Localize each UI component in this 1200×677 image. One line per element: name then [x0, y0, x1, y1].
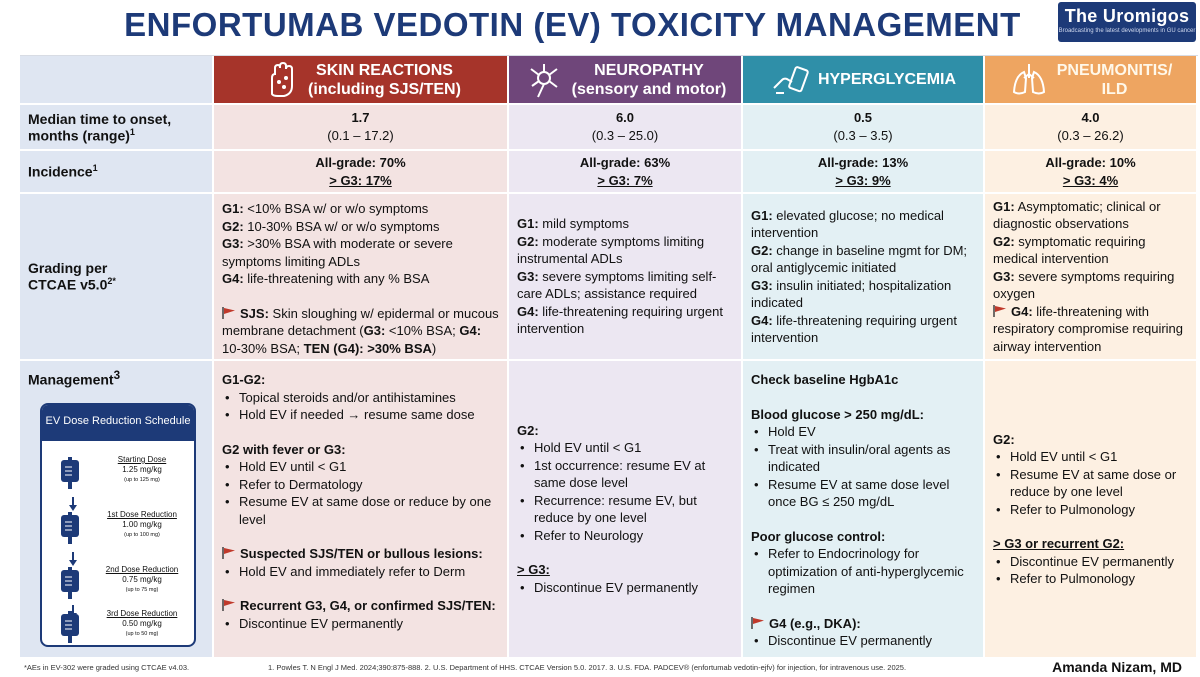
- dose-schedule-title: EV Dose Reduction Schedule: [42, 405, 194, 441]
- list-item: • Refer to Pulmonology: [993, 501, 1190, 519]
- incidence-skin: All-grade: 70% > G3: 17%: [214, 151, 509, 194]
- bullet-list: [222, 458, 501, 528]
- lungs-icon: [1009, 60, 1049, 100]
- red-flag-icon: [222, 307, 236, 319]
- list-item: • Refer to Pulmonology: [993, 570, 1190, 588]
- down-arrow-icon: [68, 497, 78, 511]
- list-item: • Discontinue EV permanently: [751, 632, 977, 650]
- list-item: • Resume EV at same dose or reduce by one level: [993, 466, 1190, 501]
- incidence-label: Incidence$^1$: [20, 151, 214, 194]
- skin-reaction-icon: [260, 60, 300, 100]
- iv-bag-icon: [58, 611, 82, 643]
- onset-label: Median time to onset, months (range)$^1$: [20, 105, 214, 151]
- footnote-ctcae: *AEs in EV-302 were graded using CTCAE v4.03.: [24, 663, 190, 672]
- bullet-list: [222, 389, 501, 424]
- bullet-list: [993, 448, 1190, 518]
- list-item: • Hold EV until < G1: [993, 448, 1190, 466]
- onset-neuro: 6.0 (0.3 – 25.0): [509, 105, 743, 151]
- list-item: • Refer to Endocrinology for optimization of anti-hyperglycemic regimen: [751, 545, 977, 598]
- list-item: • Hold EV: [751, 423, 977, 441]
- dose-step: 2nd Dose Reduction 0.75 mg/kg (up to 75 mg): [54, 565, 190, 605]
- grading-pneu: G1: Asymptomatic; clinical or diagnostic observations G2: symptomatic requiring medical intervention G3: severe symptoms requiring oxygen G4: life-threatening with respiratory compromise requiring airway intervention: [985, 194, 1198, 361]
- incidence-hyper: All-grade: 13% > G3: 9%: [743, 151, 985, 194]
- grading-row: [20, 194, 1198, 361]
- uromigos-logo: [1058, 2, 1196, 42]
- red-flag-icon: [222, 547, 236, 559]
- neuron-icon: [524, 60, 564, 100]
- header-skin-reactions: [214, 56, 509, 105]
- list-item: • Resume EV at same dose level once BG ≤ 250 mg/dL: [751, 476, 977, 511]
- list-item: • Refer to Dermatology: [222, 476, 501, 494]
- logo-text: The Uromigos: [1064, 6, 1190, 26]
- pneu-subtitle: ILD: [1101, 80, 1128, 98]
- management-hyper: Check baseline HgbA1c Blood glucose > 250 mg/dL: • Hold EV • Treat with insulin/oral agents as indicated • Resume EV at same dose level once BG ≤ 250 mg/dL Poor glucose control: • Refer to Endocrinology for optimization of anti-hyperglycemic regimen G4 (e.g., DKA): • Discontinue EV permanently: [743, 361, 985, 659]
- red-flag-icon: [993, 305, 1007, 317]
- list-item: • Discontinue EV permanently: [517, 579, 735, 597]
- incidence-row: [20, 151, 1198, 194]
- red-flag-icon: [222, 599, 236, 611]
- management-label-cell: [20, 361, 214, 659]
- dose-step: 3rd Dose Reduction 0.50 mg/kg (up to 50 mg): [54, 609, 190, 647]
- management-label: Management$^3$: [28, 369, 121, 388]
- management-row: [20, 361, 1198, 659]
- page-title: ENFORTUMAB VEDOTIN (EV) TOXICITY MANAGEMENT: [124, 6, 1021, 43]
- iv-bag-icon: [58, 567, 82, 599]
- iv-bag-icon: [58, 512, 82, 544]
- bullet-list: [751, 632, 977, 650]
- toxicity-table: [20, 55, 1198, 658]
- list-item: • Hold EV if needed → resume same dose: [222, 406, 501, 424]
- onset-pneu: 4.0 (0.3 – 26.2): [985, 105, 1198, 151]
- bullet-list: [222, 563, 501, 581]
- onset-row: [20, 105, 1198, 151]
- management-neuro: G2: • Hold EV until < G1 • 1st occurrence: resume EV at same dose level • Recurrence: resume EV, but reduce by one level • Refer to Neurology > G3: • Discontinue EV permanently: [509, 361, 743, 659]
- list-item: • 1st occurrence: resume EV at same dose level: [517, 457, 735, 492]
- corner-cell: [20, 56, 214, 105]
- skin-subtitle: (including SJS/TEN): [308, 80, 461, 98]
- iv-bag-icon: [58, 457, 82, 489]
- footnote-references: 1. Powles T. N Engl J Med. 2024;390:875-888. 2. U.S. Department of HHS. CTCAE Version 5.0. 2017. 3. U.S. FDA. PADCEV® (enfortumab vedotin-ejfv) for injection, for intravenous use. 2025.: [268, 663, 907, 672]
- dose-step: Starting Dose 1.25 mg/kg (up to 125 mg): [54, 455, 190, 495]
- incidence-neuro: All-grade: 63% > G3: 7%: [509, 151, 743, 194]
- list-item: • Treat with insulin/oral agents as indicated: [751, 441, 977, 476]
- red-flag-icon: [751, 617, 765, 629]
- dose-reduction-schedule: [40, 403, 196, 647]
- skin-title: SKIN REACTIONS: [316, 61, 453, 79]
- list-item: • Discontinue EV permanently: [993, 553, 1190, 571]
- bullet-list: [993, 553, 1190, 588]
- footer: [0, 659, 1200, 677]
- list-item: • Refer to Neurology: [517, 527, 735, 545]
- bullet-list: [751, 545, 977, 598]
- bullet-list: [222, 615, 501, 633]
- management-skin: G1-G2: • Topical steroids and/or antihistamines • Hold EV if needed → resume same dose G2 with fever or G3: • Hold EV until < G1 • Refer to Dermatology • Resume EV at same dose or reduce by one level Suspected SJS/TEN or bullous lesions: • Hold EV and immediately refer to Derm Recurrent G3, G4, or confirmed SJS/TEN: • Discontinue EV permanently: [214, 361, 509, 659]
- onset-skin: 1.7 (0.1 – 17.2): [214, 105, 509, 151]
- grading-label: Grading per CTCAE $v5.0^{2*}$: [20, 194, 214, 361]
- management-pneu: G2: • Hold EV until < G1 • Resume EV at same dose or reduce by one level • Refer to Pulmonology > G3 or recurrent G2: • Discontinue EV permanently • Refer to Pulmonology: [985, 361, 1198, 659]
- grading-hyper: G1: elevated glucose; no medical intervention G2: change in baseline mgmt for DM; oral antiglycemic initiated G3: insulin initiated; hospitalization indicated G4: life-threatening requiring urgent intervention: [743, 194, 985, 361]
- onset-hyper: 0.5 (0.3 – 3.5): [743, 105, 985, 151]
- dose-step: 1st Dose Reduction 1.00 mg/kg (up to 100 mg): [54, 510, 190, 550]
- incidence-pneu: All-grade: 10% > G3: 4%: [985, 151, 1198, 194]
- grading-skin: G1: <10% BSA w/ or w/o symptoms G2: 10-30% BSA w/ or w/o symptoms G3: >30% BSA with moderate or severe symptoms limiting ADLs G4: life-threatening with any % BSA SJS: Skin sloughing w/ epidermal or mucous membrane detachment (G3: <10% BSA; G4: 10-30% BSA; TEN (G4): >30% BSA): [214, 194, 509, 361]
- bullet-list: [517, 579, 735, 597]
- list-item: • Topical steroids and/or antihistamines: [222, 389, 501, 407]
- bullet-list: [751, 423, 977, 511]
- header-pneumonitis: [985, 56, 1198, 105]
- list-item: • Recurrence: resume EV, but reduce by one level: [517, 492, 735, 527]
- down-arrow-icon: [68, 552, 78, 566]
- logo-subtitle: Broadcasting the latest developments in GU cancer: [1058, 28, 1196, 34]
- pneu-title: PNEUMONITIS/: [1056, 61, 1173, 79]
- list-item: • Hold EV and immediately refer to Derm: [222, 563, 501, 581]
- list-item: • Hold EV until < G1: [222, 458, 501, 476]
- list-item: • Discontinue EV permanently: [222, 615, 501, 633]
- author-name: Amanda Nizam, MD: [1052, 659, 1182, 675]
- neuro-title: NEUROPATHY: [594, 61, 704, 79]
- list-item: • Hold EV until < G1: [517, 439, 735, 457]
- header-neuropathy: [509, 56, 743, 105]
- glucose-meter-icon: [770, 60, 810, 100]
- bullet-list: [517, 439, 735, 544]
- hyper-title: HYPERGLYCEMIA: [817, 71, 957, 88]
- grading-neuro: G1: mild symptoms G2: moderate symptoms limiting instrumental ADLs G3: severe symptoms limiting self-care ADLs; assistance required G4: life-threatening requiring urgent intervention: [509, 194, 743, 361]
- list-item: • Resume EV at same dose or reduce by one level: [222, 493, 501, 528]
- header-row: [20, 56, 1198, 105]
- header-hyperglycemia: [743, 56, 985, 105]
- neuro-subtitle: (sensory and motor): [571, 80, 727, 98]
